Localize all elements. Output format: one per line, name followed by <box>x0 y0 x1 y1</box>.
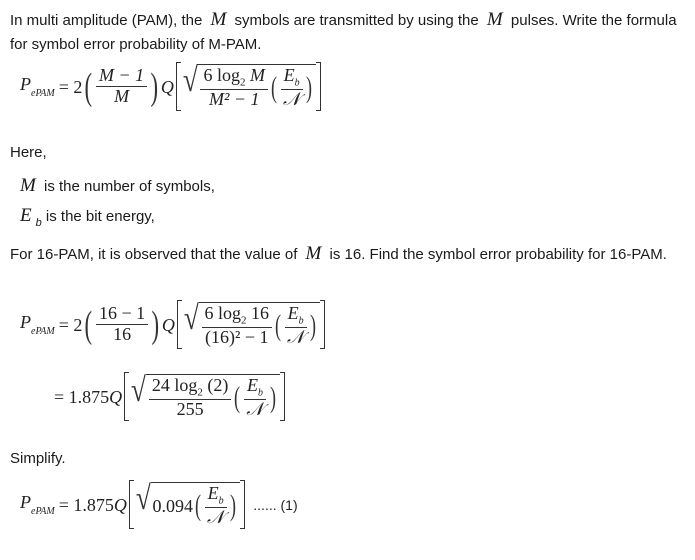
simplify-label: Simplify. <box>10 450 66 467</box>
q-argument: √ $\frac{6 \log_2 M}{\text{M² − 1}}$ ( $\frac{E_b}{\text{𝒩}}$ ) <box>176 62 321 111</box>
intro-paragraph: In multi amplitude (PAM), the M symbols are transmitted by using the M pulses. Write the formula for symbol error probability of M-PAM. <box>10 9 677 53</box>
symbol-M: M <box>210 9 227 30</box>
here-label: Here, <box>10 144 47 161</box>
equation-final: $P_{ePAM}$ = 1.875 Q √ 0.094 ( $\frac{E_b}{\text{𝒩}}$ ) ...... (1) <box>20 480 695 529</box>
equation-step2: = 1.875 Q √ $\frac{24 \log_2 (2)}{255}$ ( $\frac{E_b}{\text{𝒩}}$ ) <box>54 372 695 421</box>
lhs-probability: $P_{ePAM}$ <box>20 74 55 100</box>
definition-item: E $_b$ is the bit energy, <box>20 205 155 229</box>
equation-general: $P_{ePAM}$ = 2 ( $\frac{M - 1}{M}$ ) Q √ $\frac{6 \log_2 M}{\text{M² − 1}}$ ( $\frac{E_b}{\text{𝒩}}$ ) <box>20 62 695 111</box>
equation-16pam: $P_{ePAM}$ = 2 ( $\frac{16 - 1}{16}$ ) Q √ $\frac{6 \log_2 16}{\text{(16)² − 1}}$ ( $\frac{E_b}{\text{𝒩}}$ ) <box>20 300 695 349</box>
equation-number: ...... (1) <box>253 496 298 513</box>
fraction-m: $\frac{M - 1}{M}$ <box>96 66 147 107</box>
pam16-paragraph: For 16-PAM, it is observed that the value of M is 16. Find the symbol error probability for 16-PAM. <box>10 243 667 264</box>
definition-item: M is the number of symbols, <box>20 175 215 196</box>
symbol-M: M <box>486 9 503 30</box>
